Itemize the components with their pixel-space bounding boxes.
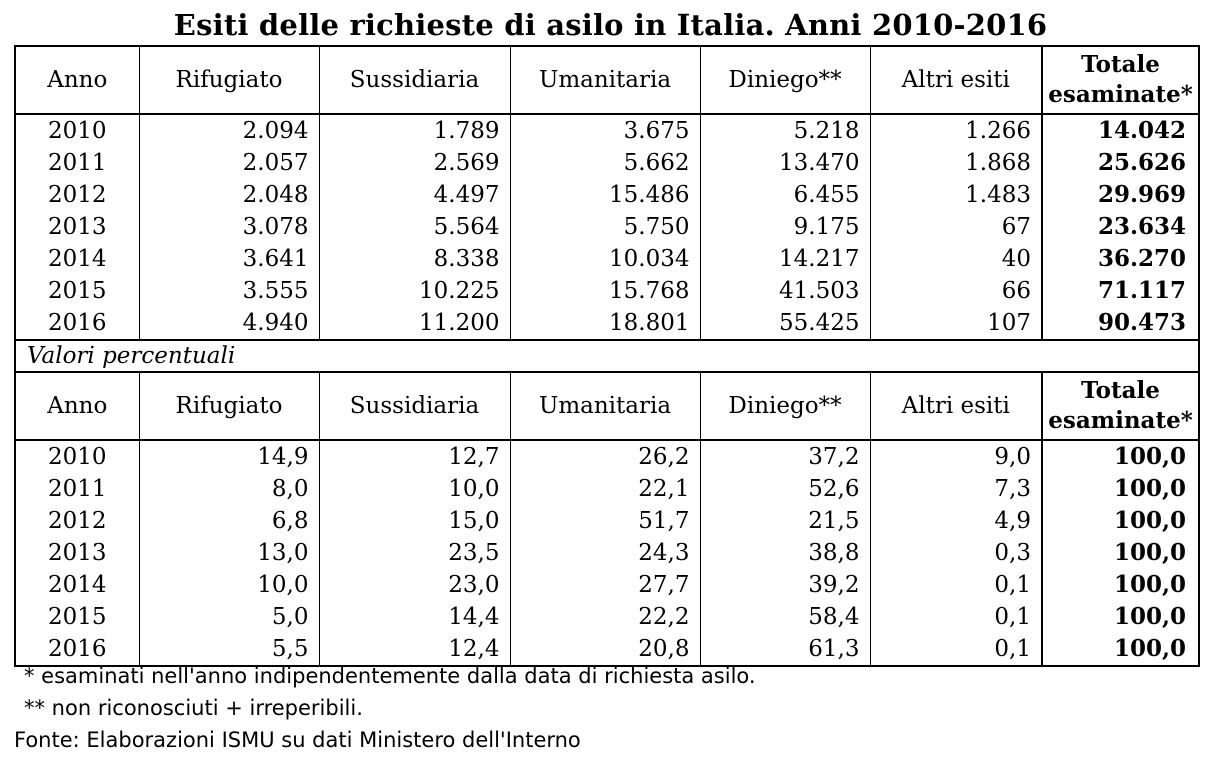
value-cell: 5.218 [700,114,870,147]
value-cell: 38,8 [700,537,870,569]
value-cell: 6,8 [139,505,319,537]
header-row [15,46,1199,114]
value-cell: 3.555 [139,275,319,307]
total-cell: 100,0 [1042,505,1199,537]
value-cell: 67 [870,211,1042,243]
header-subsidiary: Sussidiaria [319,372,510,440]
year-cell: 2013 [47,540,107,566]
value-cell: 10,0 [319,473,510,505]
year-cell: 2015 [47,604,107,630]
year-cell: 2010 [47,444,107,470]
value-cell: 66 [870,275,1042,307]
value-cell: 15,0 [319,505,510,537]
total-cell: 100,0 [1042,473,1199,505]
header-total-line-1: Totale [1081,377,1160,404]
header-total-line-2: esaminate* [1048,81,1193,108]
year-cell: 2012 [47,508,107,534]
total-cell: 29.969 [1042,179,1199,211]
value-cell: 40 [870,243,1042,275]
value-cell: 23,5 [319,537,510,569]
value-cell: 39,2 [700,569,870,601]
percent-row [15,473,1199,505]
value-cell: 12,4 [319,633,510,666]
year-cell: 2012 [47,182,107,208]
value-cell: 27,7 [510,569,700,601]
footnote-denial: ** non riconosciuti + irreperibili. [24,696,363,720]
value-cell: 55.425 [700,307,870,340]
header-row [15,372,1199,440]
value-cell: 9.175 [700,211,870,243]
value-cell: 58,4 [700,601,870,633]
value-cell: 3.078 [139,211,319,243]
header-total-line-2: esaminate* [1048,407,1193,434]
value-cell: 26,2 [510,440,700,473]
asylum-outcomes-table [14,45,1200,667]
value-cell: 11.200 [319,307,510,340]
section-label: Valori percentuali [15,340,1199,372]
value-cell: 7,3 [870,473,1042,505]
year-cell: 2016 [15,633,139,666]
footnote-examined: * esaminati nell'anno indipendentemente dalla data di richiesta asilo. [24,664,756,688]
value-cell: 14,9 [139,440,319,473]
header-year: Anno [15,46,139,114]
year-cell: 2014 [47,246,107,272]
absolute-row [15,179,1199,211]
header-subsidiary: Sussidiaria [319,46,510,114]
value-cell: 22,1 [510,473,700,505]
section-row [15,340,1199,372]
total-cell: 100,0 [1042,440,1199,473]
footnotes [14,660,756,756]
value-cell: 5,5 [139,633,319,666]
value-cell: 10.225 [319,275,510,307]
year-cell: 2011 [47,150,107,176]
value-cell: 22,2 [510,601,700,633]
value-cell: 5.662 [510,147,700,179]
total-cell: 90.473 [1042,307,1199,340]
value-cell: 13,0 [139,537,319,569]
percent-row [15,440,1199,473]
value-cell: 21,5 [700,505,870,537]
value-cell: 3.675 [510,114,700,147]
year-cell: 2013 [47,214,107,240]
absolute-row [15,114,1199,147]
table-title: Esiti delle richieste di asilo in Italia. Anni 2010-2016 [173,8,1048,42]
header-total-line-1: Totale [1081,51,1160,78]
value-cell: 5.564 [319,211,510,243]
value-cell: 51,7 [510,505,700,537]
value-cell: 8,0 [139,473,319,505]
total-cell: 100,0 [1042,569,1199,601]
total-cell: 36.270 [1042,243,1199,275]
value-cell: 0,1 [870,633,1042,666]
value-cell: 5.750 [510,211,700,243]
total-cell: 100,0 [1042,633,1199,666]
total-cell: 100,0 [1042,537,1199,569]
value-cell: 2.569 [319,147,510,179]
value-cell: 1.483 [870,179,1042,211]
value-cell: 52,6 [700,473,870,505]
value-cell: 2.094 [139,114,319,147]
header-denial: Diniego** [700,372,870,440]
source-note: Fonte: Elaborazioni ISMU su dati Ministero dell'Interno [14,728,581,752]
value-cell: 0,1 [870,569,1042,601]
value-cell: 18.801 [510,307,700,340]
absolute-row [15,307,1199,340]
percent-row [15,537,1199,569]
value-cell: 10.034 [510,243,700,275]
value-cell: 20,8 [510,633,700,666]
absolute-row [15,211,1199,243]
value-cell: 61,3 [700,633,870,666]
value-cell: 3.641 [139,243,319,275]
value-cell: 0,1 [870,601,1042,633]
year-cell: 2016 [47,310,107,336]
absolute-row [15,275,1199,307]
value-cell: 8.338 [319,243,510,275]
value-cell: 14.217 [700,243,870,275]
total-cell: 14.042 [1042,114,1199,147]
year-cell: 2011 [47,476,107,502]
absolute-row [15,147,1199,179]
header-other-outcomes: Altri esiti [870,46,1042,114]
value-cell: 37,2 [700,440,870,473]
header-total-examined [1042,372,1199,440]
value-cell: 12,7 [319,440,510,473]
value-cell: 1.266 [870,114,1042,147]
header-denial: Diniego** [700,46,870,114]
value-cell: 107 [870,307,1042,340]
value-cell: 6.455 [700,179,870,211]
percent-row [15,601,1199,633]
year-cell: 2014 [47,572,107,598]
value-cell: 13.470 [700,147,870,179]
header-refugee: Rifugiato [139,372,319,440]
header-refugee: Rifugiato [139,46,319,114]
value-cell: 1.789 [319,114,510,147]
total-cell: 23.634 [1042,211,1199,243]
header-humanitarian: Umanitaria [510,46,700,114]
value-cell: 41.503 [700,275,870,307]
header-humanitarian: Umanitaria [510,372,700,440]
value-cell: 10,0 [139,569,319,601]
header-other-outcomes: Altri esiti [870,372,1042,440]
total-cell: 25.626 [1042,147,1199,179]
value-cell: 9,0 [870,440,1042,473]
total-cell: 71.117 [1042,275,1199,307]
header-total-examined [1042,46,1199,114]
percent-row [15,505,1199,537]
year-cell: 2010 [47,118,107,144]
value-cell: 2.057 [139,147,319,179]
value-cell: 1.868 [870,147,1042,179]
total-cell: 100,0 [1042,601,1199,633]
value-cell: 4.940 [139,307,319,340]
value-cell: 14,4 [319,601,510,633]
year-cell: 2015 [47,278,107,304]
value-cell: 0,3 [870,537,1042,569]
percent-row [15,569,1199,601]
value-cell: 4,9 [870,505,1042,537]
header-year: Anno [15,372,139,440]
value-cell: 15.486 [510,179,700,211]
absolute-row [15,243,1199,275]
value-cell: 5,0 [139,601,319,633]
value-cell: 24,3 [510,537,700,569]
value-cell: 15.768 [510,275,700,307]
value-cell: 23,0 [319,569,510,601]
value-cell: 4.497 [319,179,510,211]
value-cell: 2.048 [139,179,319,211]
